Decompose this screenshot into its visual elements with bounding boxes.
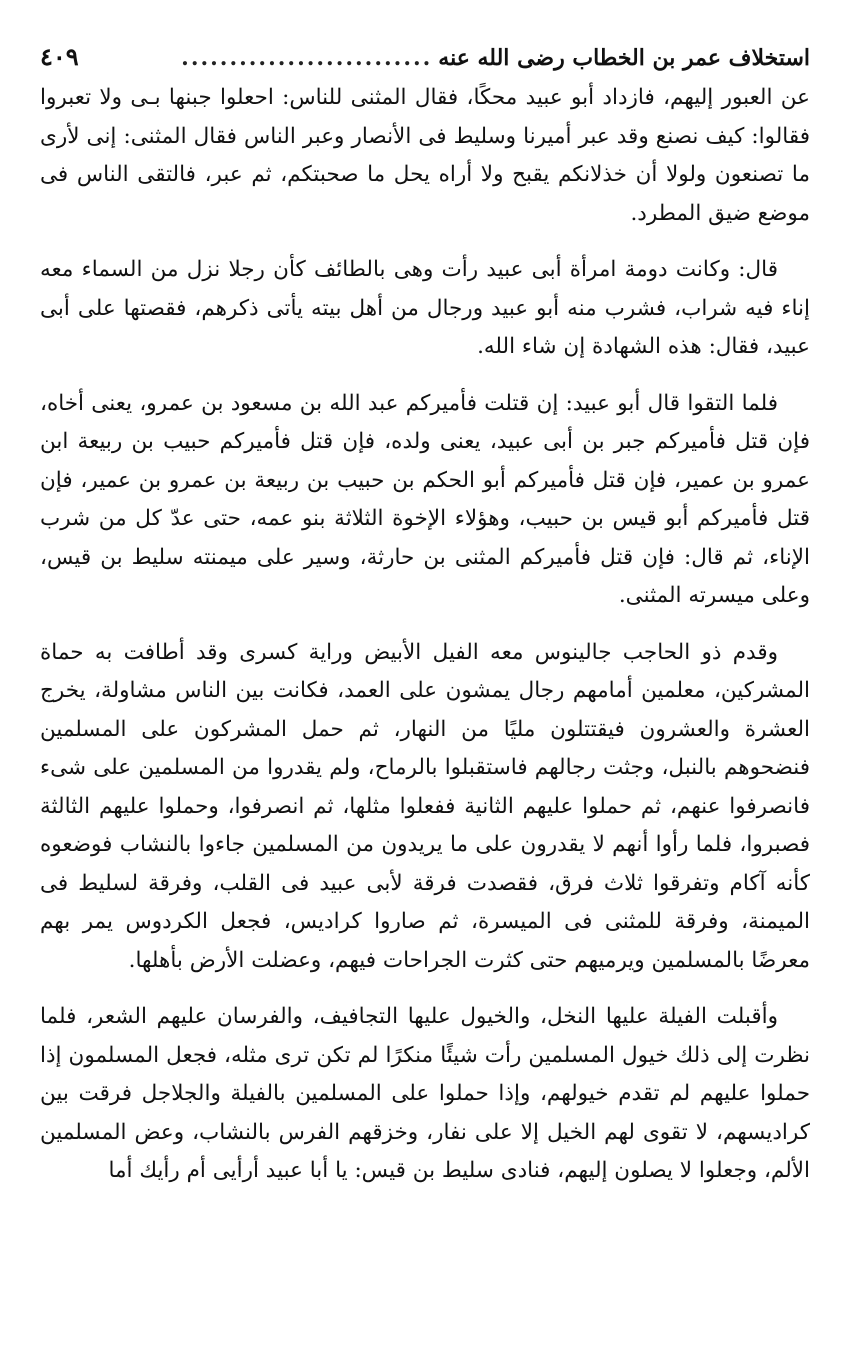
page-number: ٤٠٩ bbox=[40, 42, 79, 71]
paragraph-5: وأقبلت الفيلة عليها النخل، والخيول عليها التجافيف، والفرسان عليهم الشعر، فلما نظرت إلى ذلك خيول المسلمين رأت شيئًا منكرًا لم تكن ترى مثله، فجعل المسلمون إذا حملوا عليهم لم تقدم خيولهم، وإذا حملوا على المسلمين بالفيلة والجلاجل فرقت بين كراديسهم، لا تقوى لهم الخيل إلا على نفار، وخزقهم الفرس بالنشاب، وعض المسلمين الألم، وجعلوا لا يصلون إليهم، فنادى سليط بن قيس: يا أبا عبيد أرأيى أم رأيك أما bbox=[40, 1004, 810, 1183]
paragraph-4: وقدم ذو الحاجب جالينوس معه الفيل الأبيض وراية كسرى وقد أطافت به حماة المشركين، معلمين أمامهم رجال يمشون على العمد، فكانت بين الناس مشاولة، يخرج العشرة والعشرون فيقتتلون مليًا من النهار، ثم حمل المشركون على المسلمين فنضحوهم بالنبل، وجثت رجالهم فاستقبلوا بالرماح، ولم يقدروا من المسلمين على شىء فانصرفوا عنهم، ثم حملوا عليهم الثانية ففعلوا مثلها، ثم انصرفوا، وحملوا عليهم الثالثة فصبروا، فلما رأوا أنهم لا يقدرون على ما يريدون من المسلمين جاءوا بالنشاب فوضعوه كأنه آكام وتفرقوا ثلاث فرق، فقصدت فرقة لأبى عبيد فى القلب، وفرقة لسليط فى الميمنة، وفرقة للمثنى فى الميسرة، ثم صاروا كراديس، فجعل الكردوس يمر بهم معرضًا بالمسلمين ويرميهم حتى كثرت الجراحات فيهم، وعضلت الأرض بأهلها. bbox=[40, 639, 810, 973]
paragraph-gap bbox=[40, 233, 810, 251]
leader-dots: .......................... bbox=[181, 45, 433, 71]
running-header bbox=[40, 42, 810, 73]
paragraph-3: فلما التقوا قال أبو عبيد: إن قتلت فأميركم عبد الله بن مسعود بن عمرو، يعنى أخاه، فإن قتل فأميركم جبر بن أبى عبيد، يعنى ولده، فإن قتل فأميركم حبيب بن ربيعة ابن عمرو بن عمير، فإن قتل فأميركم أبو الحكم بن حبيب بن ربيعة بن عمرو بن عمير، فإن قتل فأميركم أبو قيس بن حبيب، وهؤلاء الإخوة الثلاثة بنو عمه، حتى عدّ كل من شرب الإناء، ثم قال: فإن قتل فأميركم المثنى بن حارثة، وسير على ميمنته سليط بن قيس، وعلى ميسرته المثنى. bbox=[40, 390, 810, 608]
paragraph-gap bbox=[40, 616, 810, 634]
chapter-title: استخلاف عمر بن الخطاب رضى الله عنه bbox=[438, 45, 810, 71]
paragraph-1: عن العبور إليهم، فازداد أبو عبيد محكًا، فقال المثنى للناس: احعلوا جبنها بـى ولا تعبروا فقالوا: كيف نصنع وقد عبر أميرنا وسليط فى الأنصار وعبر الناس فقال المثنى: إنى لأرى ما تصنعون ولولا أن خذلانكم يقبح ولا أراه يحل ما صحبتكم، ثم عبر، فالتقى الناس فى موضع ضيق المطرد. bbox=[40, 85, 810, 226]
paragraph-gap bbox=[40, 367, 810, 385]
paragraph-2: قال: وكانت دومة امرأة أبى عبيد رأت وهى بالطائف كأن رجلا نزل من السماء معه إناء فيه شراب، فشرب منه أبو عبيد ورجال من أهل بيته يأتى ذكرهم، فقصتها على أبى عبيد، فقال: هذه الشهادة إن شاء الله. bbox=[40, 257, 810, 359]
paragraph-gap bbox=[40, 980, 810, 998]
